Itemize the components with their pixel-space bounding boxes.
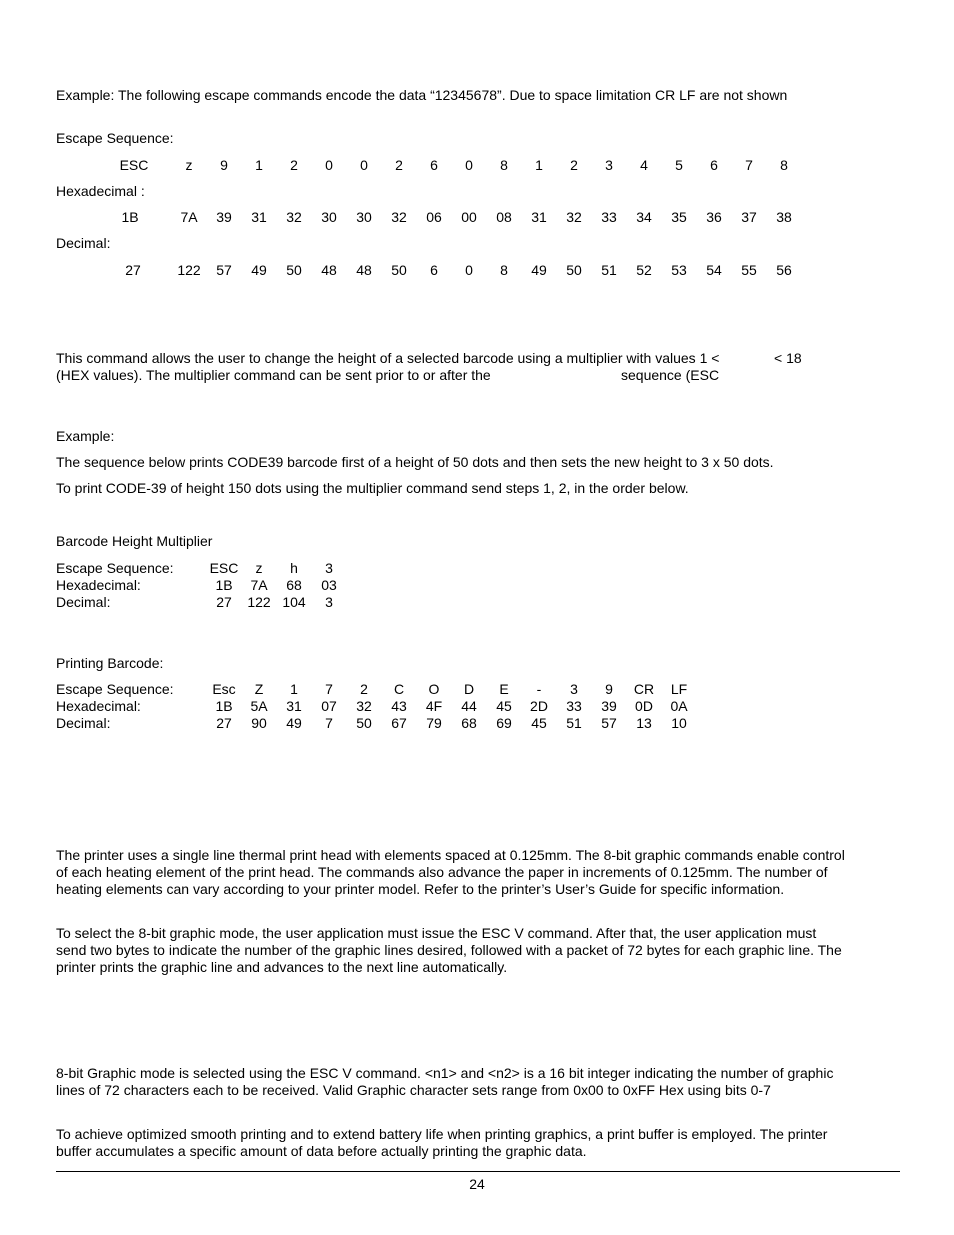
- seq1-dec-cell: 0: [465, 262, 473, 278]
- printing-dec-cell: 90: [251, 715, 267, 731]
- printing-dec-cell: 10: [671, 715, 687, 731]
- seq1-hex-cell: 34: [636, 209, 652, 225]
- height-mult-hex-cell: 7A: [250, 577, 268, 593]
- printing-dec-cell: 68: [461, 715, 477, 731]
- seq1-esc-cell: 0: [325, 157, 333, 173]
- height-mult-hex-cell: 03: [321, 577, 337, 593]
- seq1-dec-cell: 55: [741, 262, 757, 278]
- example-line1: The sequence below prints CODE39 barcode first of a height of 50 dots and then sets the new height to 3 x 50 dots.: [56, 454, 774, 470]
- seq1-hex-cell: 32: [391, 209, 407, 225]
- printing-dec-cell: 57: [601, 715, 617, 731]
- seq1-hex-cell: 08: [496, 209, 512, 225]
- seq1-esc-cell: 8: [500, 157, 508, 173]
- seq1-esc-cell: 6: [430, 157, 438, 173]
- seq1-esc-cell: 5: [675, 157, 683, 173]
- printing-dec-cell: 67: [391, 715, 407, 731]
- seq1-dec-cell: 50: [391, 262, 407, 278]
- multiplier-para-line2-end: sequence (ESC: [621, 367, 720, 383]
- printing-dec-cell: 51: [566, 715, 582, 731]
- height-mult-dec-label: Decimal:: [56, 594, 111, 610]
- height-mult-hex-cell: 68: [286, 577, 302, 593]
- printing-hex-cell: 0D: [635, 698, 653, 714]
- seq1-esc-cell: 2: [290, 157, 298, 173]
- printing-hex-cell: 1B: [215, 698, 233, 714]
- height-mult-dec-cell: 27: [216, 594, 232, 610]
- printing-esc-cell: 3: [570, 681, 578, 697]
- seq1-dec-cell: 48: [321, 262, 337, 278]
- printing-hex-cell: 4F: [425, 698, 443, 714]
- multiplier-para-line1: This command allows the user to change the height of a selected barcode using a multiplier with values 1 <: [56, 350, 720, 366]
- printing-dec-cell: 45: [531, 715, 547, 731]
- seq1-esc-cell: 1: [535, 157, 543, 173]
- seq1-esc-cell: 6: [710, 157, 718, 173]
- height-mult-esc-label: Escape Sequence:: [56, 560, 174, 576]
- printing-hex-cell: 32: [356, 698, 372, 714]
- seq1-dec-cell: 6: [430, 262, 438, 278]
- seq1-hex-cell: 7A: [180, 209, 198, 225]
- seq1-dec-cell: 51: [601, 262, 617, 278]
- seq1-hex-cell: 37: [741, 209, 757, 225]
- seq1-esc-cell: 1: [255, 157, 263, 173]
- multiplier-para-line2: (HEX values). The multiplier command can be sent prior to or after the: [56, 367, 491, 383]
- graphics-para-3: 8-bit Graphic mode is selected using the ESC V command. <n1> and <n2> is a 16 bit integer indicating the number of graphic lines of 72 characters each to be received. Valid Graphic character sets range from 0x00 to 0xFF Hex using bits 0-7: [56, 1065, 834, 1098]
- seq1-hex-cell: 32: [566, 209, 582, 225]
- printing-esc-cell: LF: [670, 681, 688, 697]
- seq1-dec-cell: 122: [177, 262, 201, 278]
- printing-esc-cell: D: [463, 681, 475, 697]
- seq1-hex-cell: 36: [706, 209, 722, 225]
- printing-esc-cell: 2: [360, 681, 368, 697]
- seq1-dec-cell: 56: [776, 262, 792, 278]
- seq1-hex-cell: 30: [321, 209, 337, 225]
- printing-dec-cell: 27: [216, 715, 232, 731]
- page-number: 24: [469, 1176, 485, 1192]
- printing-esc-label: Escape Sequence:: [56, 681, 174, 697]
- seq1-dec-cell: 57: [216, 262, 232, 278]
- seq1-hex-cell: 38: [776, 209, 792, 225]
- seq1-hex-cell: 1B: [121, 209, 139, 225]
- seq1-hex-cell: 31: [531, 209, 547, 225]
- printing-hex-cell: 39: [601, 698, 617, 714]
- printing-dec-cell: 69: [496, 715, 512, 731]
- seq1-hex-cell: 00: [461, 209, 477, 225]
- height-mult-hex-label: Hexadecimal:: [56, 577, 141, 593]
- height-mult-hex-cell: 1B: [215, 577, 233, 593]
- printing-esc-cell: 9: [605, 681, 613, 697]
- seq1-dec-cell: 49: [531, 262, 547, 278]
- height-mult-esc-cell: 3: [325, 560, 333, 576]
- seq1-esc-cell: 2: [570, 157, 578, 173]
- printing-hex-cell: 45: [496, 698, 512, 714]
- graphics-para-2: To select the 8-bit graphic mode, the user application must issue the ESC V command. After that, the user application must send two bytes to indicate the number of the graphic lines desired, followed with a packet of 72 bytes for each graphic line. The printer prints the graphic line and advances to the next line automatically.: [56, 925, 842, 975]
- height-mult-esc-cell: h: [290, 560, 298, 576]
- printing-title: Printing Barcode:: [56, 655, 164, 671]
- printing-esc-cell: CR: [633, 681, 655, 697]
- seq1-dec-cell: 49: [251, 262, 267, 278]
- seq1-esc-cell: 4: [640, 157, 648, 173]
- seq1-dec-label: Decimal:: [56, 235, 111, 251]
- seq1-esc-cell: ESC: [119, 157, 149, 173]
- seq1-dec-cell: 53: [671, 262, 687, 278]
- seq1-hex-cell: 30: [356, 209, 372, 225]
- printing-hex-cell: 5A: [250, 698, 268, 714]
- printing-hex-cell: 44: [461, 698, 477, 714]
- printing-dec-label: Decimal:: [56, 715, 111, 731]
- printing-hex-cell: 07: [321, 698, 337, 714]
- seq1-hex-cell: 39: [216, 209, 232, 225]
- printing-hex-cell: 33: [566, 698, 582, 714]
- seq1-hex-cell: 31: [251, 209, 267, 225]
- printing-hex-cell: 0A: [670, 698, 688, 714]
- seq1-dec-cell: 52: [636, 262, 652, 278]
- seq1-esc-cell: 7: [745, 157, 753, 173]
- printing-esc-cell: -: [536, 681, 542, 697]
- footer-rule: [56, 1171, 900, 1172]
- seq1-esc-cell: 2: [395, 157, 403, 173]
- printing-esc-cell: O: [428, 681, 440, 697]
- seq1-hex-cell: 33: [601, 209, 617, 225]
- example-line2: To print CODE-39 of height 150 dots using the multiplier command send steps 1, 2, in the order below.: [56, 480, 689, 496]
- intro-text: Example: The following escape commands encode the data “12345678”. Due to space limitation CR LF are not shown: [56, 87, 788, 103]
- printing-hex-cell: 31: [286, 698, 302, 714]
- printing-esc-cell: 7: [325, 681, 333, 697]
- printing-dec-cell: 7: [325, 715, 333, 731]
- seq1-esc-cell: z: [185, 157, 193, 173]
- printing-dec-cell: 49: [286, 715, 302, 731]
- printing-esc-cell: Z: [254, 681, 264, 697]
- seq1-hex-cell: 35: [671, 209, 687, 225]
- printing-esc-cell: 1: [290, 681, 298, 697]
- seq1-dec-cell: 8: [500, 262, 508, 278]
- printing-esc-cell: Esc: [212, 681, 236, 697]
- seq1-dec-cell: 54: [706, 262, 722, 278]
- height-mult-dec-cell: 3: [325, 594, 333, 610]
- graphics-para-1: The printer uses a single line thermal print head with elements spaced at 0.125mm. The 8-bit graphic commands enable control of each heating element of the print head. The commands also advance the paper in increments of 0.125mm. The number of heating elements can vary according to your printer model. Refer to the printer’s User’s Guide for specific information.: [56, 847, 845, 897]
- seq1-esc-cell: 9: [220, 157, 228, 173]
- printing-hex-label: Hexadecimal:: [56, 698, 141, 714]
- height-mult-dec-cell: 122: [247, 594, 271, 610]
- seq1-esc-cell: 8: [780, 157, 788, 173]
- printing-dec-cell: 13: [636, 715, 652, 731]
- multiplier-para-line1-end: < 18: [774, 350, 802, 366]
- seq1-esc-cell: 0: [465, 157, 473, 173]
- seq1-dec-cell: 50: [286, 262, 302, 278]
- height-mult-title: Barcode Height Multiplier: [56, 533, 213, 549]
- printing-esc-cell: C: [393, 681, 405, 697]
- graphics-para-4: To achieve optimized smooth printing and to extend battery life when printing graphics, a print buffer is employed. The printer buffer accumulates a specific amount of data before actually printing the graphic data.: [56, 1126, 828, 1159]
- seq1-hex-cell: 32: [286, 209, 302, 225]
- seq1-esc-label: Escape Sequence:: [56, 130, 174, 146]
- height-mult-dec-cell: 104: [282, 594, 306, 610]
- height-mult-esc-cell: ESC: [209, 560, 239, 576]
- printing-hex-cell: 2D: [530, 698, 548, 714]
- seq1-hex-cell: 06: [426, 209, 442, 225]
- printing-dec-cell: 79: [426, 715, 442, 731]
- seq1-esc-cell: 0: [360, 157, 368, 173]
- printing-esc-cell: E: [499, 681, 509, 697]
- example-label: Example:: [56, 428, 115, 444]
- seq1-esc-cell: 3: [605, 157, 613, 173]
- seq1-dec-cell: 48: [356, 262, 372, 278]
- seq1-dec-cell: 27: [125, 262, 141, 278]
- seq1-dec-cell: 50: [566, 262, 582, 278]
- printing-hex-cell: 43: [391, 698, 407, 714]
- seq1-hex-label: Hexadecimal :: [56, 183, 145, 199]
- height-mult-esc-cell: z: [255, 560, 263, 576]
- printing-dec-cell: 50: [356, 715, 372, 731]
